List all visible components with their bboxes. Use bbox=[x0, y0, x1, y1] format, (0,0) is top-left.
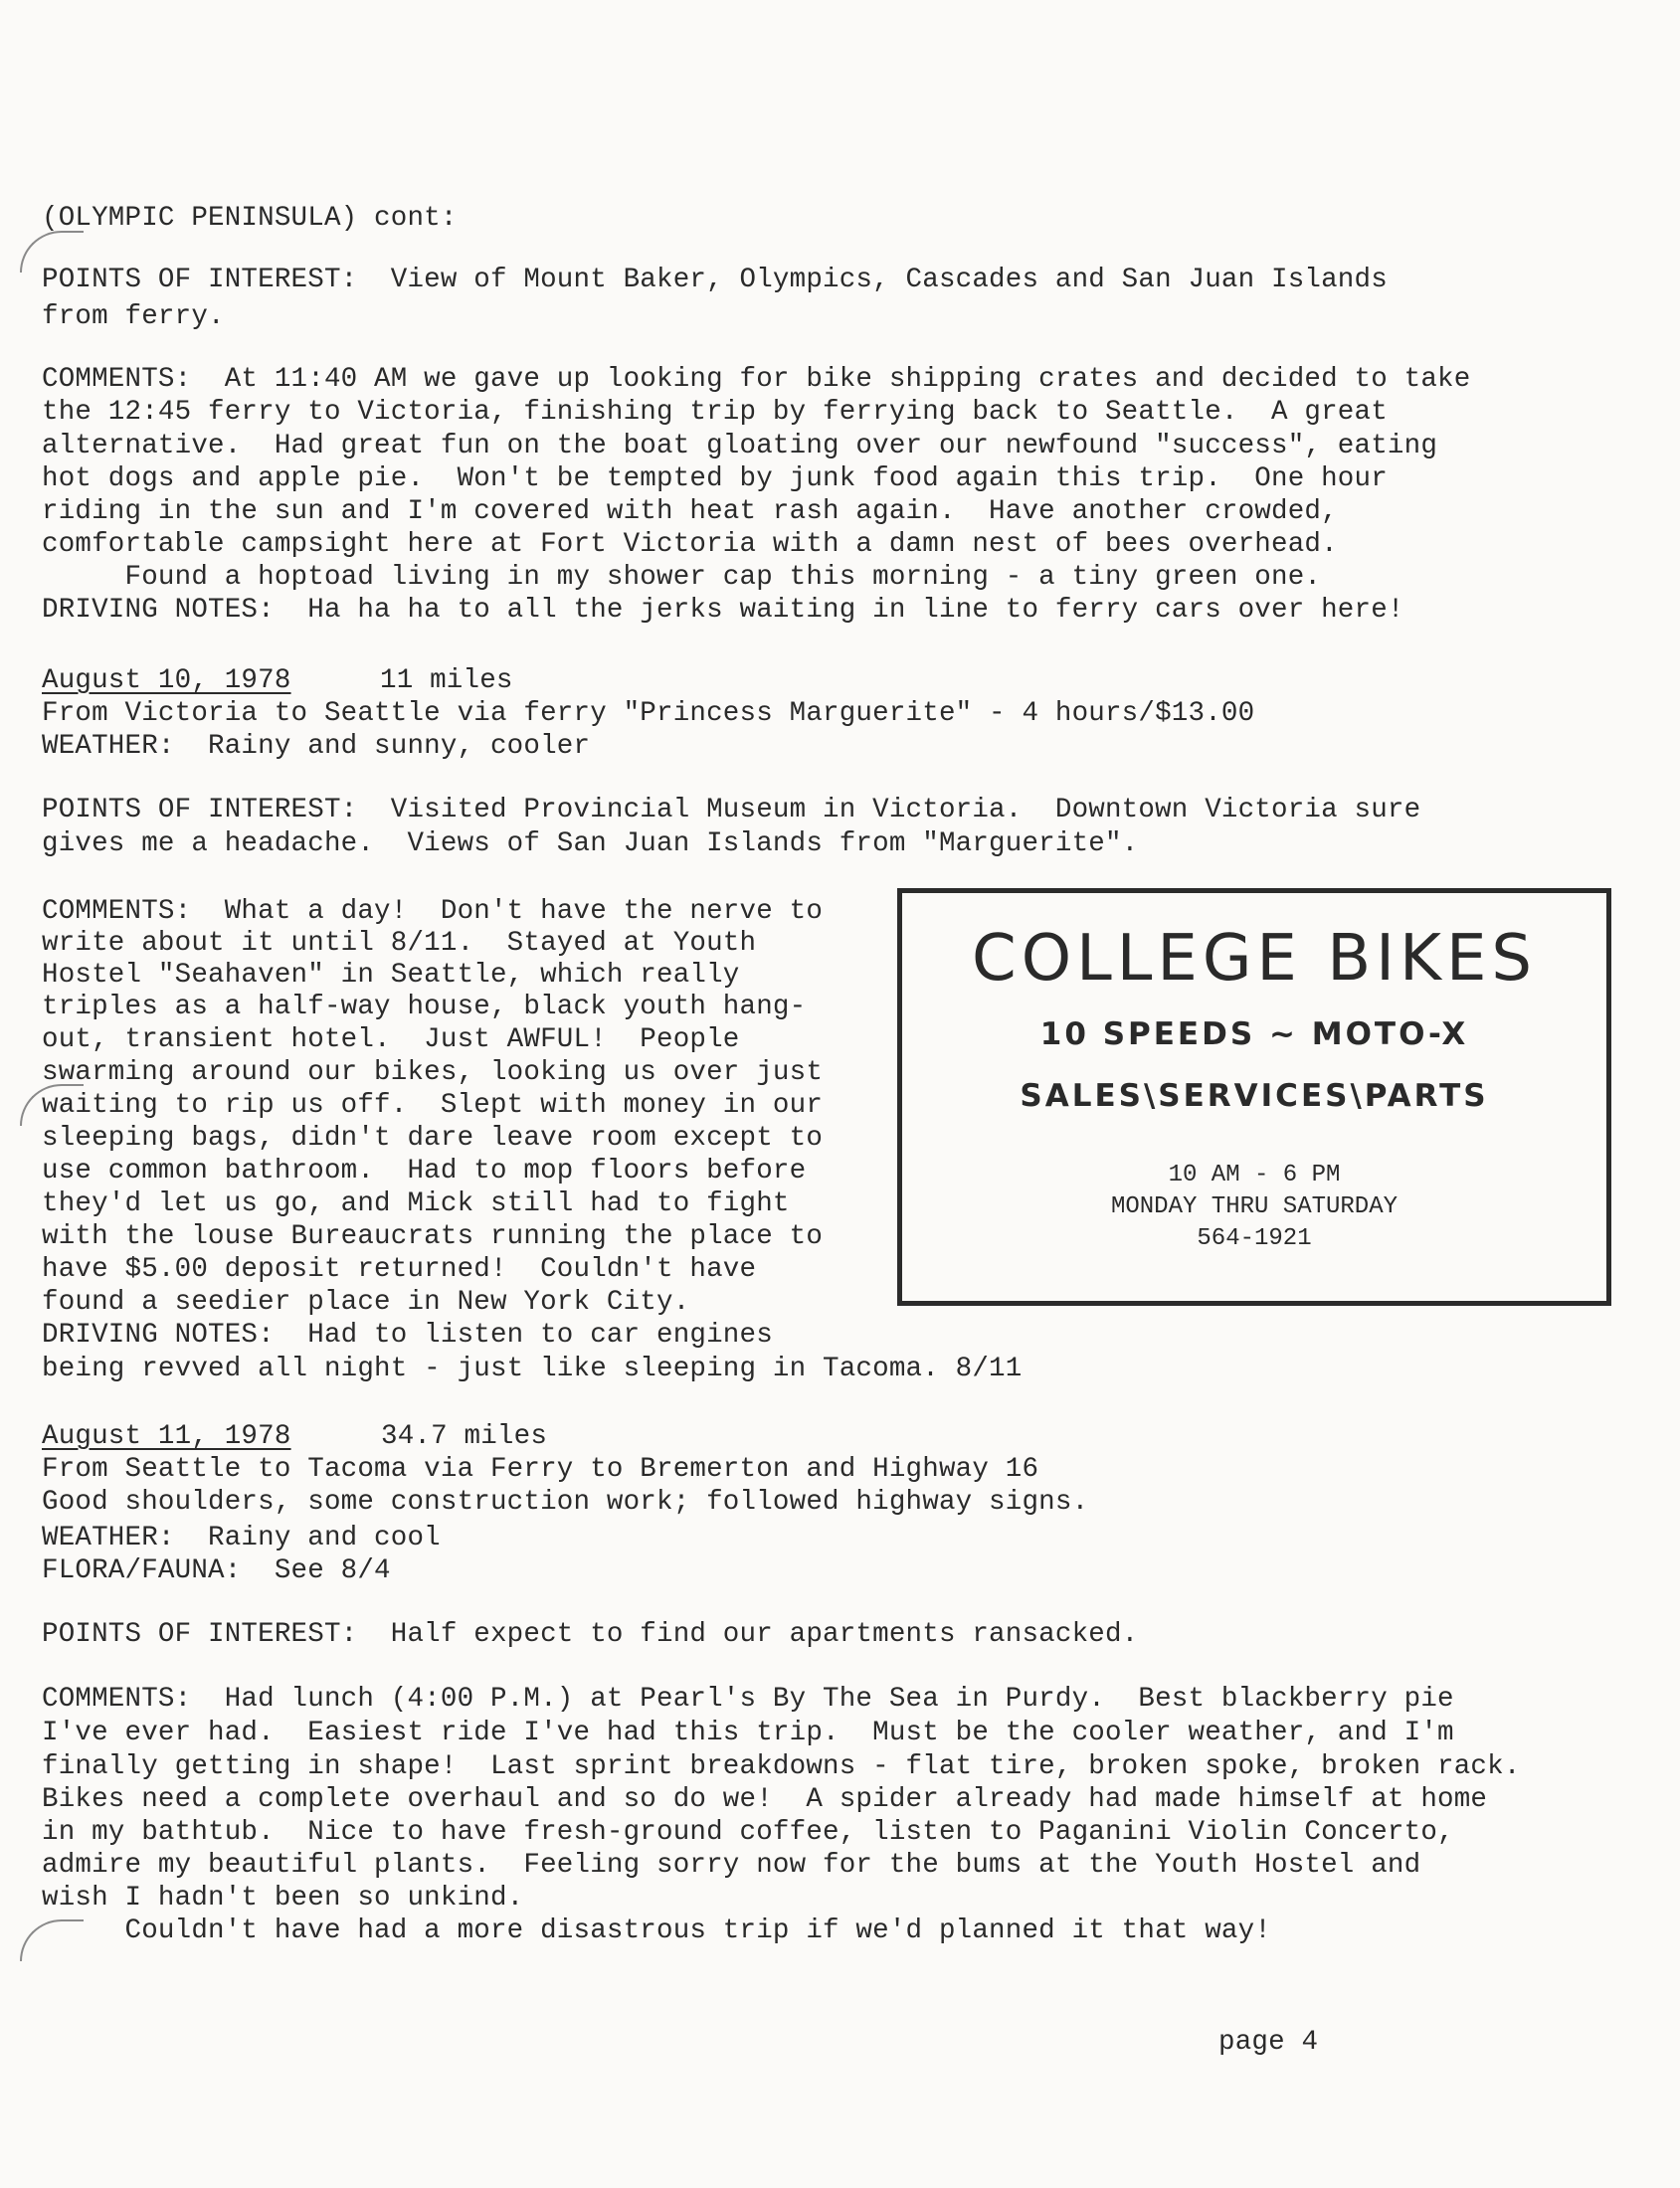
comments-line: swarming around our bikes, looking us over just bbox=[42, 1057, 824, 1088]
points-of-interest-line: POINTS OF INTEREST: Half expect to find our apartments ransacked. bbox=[42, 1619, 1139, 1650]
driving-notes-line: being revved all night - just like sleeping in Tacoma. 8/11 bbox=[42, 1354, 1023, 1384]
comments-line: alternative. Had great fun on the boat gloating over our newfound "success", eating bbox=[42, 431, 1438, 461]
comments-line: COMMENTS: At 11:40 AM we gave up looking for bike shipping crates and decided to take bbox=[42, 364, 1471, 395]
comments-line: waiting to rip us off. Slept with money in our bbox=[42, 1090, 824, 1121]
comments-line: in my bathtub. Nice to have fresh-ground coffee, listen to Paganini Violin Concerto, bbox=[42, 1817, 1454, 1848]
points-of-interest-line: POINTS OF INTEREST: Visited Provincial Museum in Victoria. Downtown Victoria sure bbox=[42, 795, 1421, 825]
entry-miles: 34.7 miles bbox=[381, 1421, 548, 1452]
comments-line: with the louse Bureaucrats running the place to bbox=[42, 1221, 824, 1252]
ad-days: MONDAY THRU SATURDAY bbox=[1110, 1193, 1399, 1220]
comments-line: hot dogs and apple pie. Won't be tempted by junk food again this trip. One hour bbox=[42, 463, 1388, 494]
comments-line: Found a hoptoad living in my shower cap this morning - a tiny green one. bbox=[42, 562, 1322, 593]
entry-date: August 10, 1978 bbox=[42, 665, 291, 696]
route-line: From Seattle to Tacoma via Ferry to Bremerton and Highway 16 bbox=[42, 1454, 1039, 1485]
comments-line: triples as a half-way house, black youth hang- bbox=[42, 992, 807, 1022]
comments-line: admire my beautiful plants. Feeling sorry now for the bums at the Youth Hostel and bbox=[42, 1850, 1421, 1881]
comments-line: comfortable campsight here at Fort Victoria with a damn nest of bees overhead. bbox=[42, 529, 1338, 560]
comments-line: Bikes need a complete overhaul and so do we! A spider already had made himself at home bbox=[42, 1784, 1488, 1815]
ad-phone: 564-1921 bbox=[1197, 1225, 1312, 1252]
ad-title: COLLEGE BIKES bbox=[972, 922, 1537, 996]
comments-line: Couldn't have had a more disastrous trip if we'd planned it that way! bbox=[42, 1915, 1271, 1946]
page-number: page 4 bbox=[1218, 2027, 1319, 2058]
weather-line: WEATHER: Rainy and sunny, cooler bbox=[42, 731, 591, 762]
comments-line: have $5.00 deposit returned! Couldn't have bbox=[42, 1254, 757, 1285]
route-line: From Victoria to Seattle via ferry "Princess Marguerite" - 4 hours/$13.00 bbox=[42, 698, 1255, 729]
comments-line: use common bathroom. Had to mop floors before bbox=[42, 1156, 807, 1186]
route-line: Good shoulders, some construction work; followed highway signs. bbox=[42, 1487, 1089, 1518]
section-header: (OLYMPIC PENINSULA) cont: bbox=[42, 203, 458, 234]
comments-line: write about it until 8/11. Stayed at Youth bbox=[42, 928, 757, 959]
comments-line: wish I hadn't been so unkind. bbox=[42, 1883, 524, 1914]
college-bikes-ad bbox=[897, 888, 1611, 1306]
comments-line: they'd let us go, and Mick still had to fight bbox=[42, 1188, 790, 1219]
weather-line: WEATHER: Rainy and cool bbox=[42, 1523, 441, 1553]
ad-hours: 10 AM - 6 PM bbox=[1168, 1162, 1341, 1188]
comments-line: the 12:45 ferry to Victoria, finishing trip by ferrying back to Seattle. A great bbox=[42, 397, 1388, 428]
driving-notes-line: DRIVING NOTES: Had to listen to car engines bbox=[42, 1320, 773, 1351]
comments-line: Hostel "Seahaven" in Seattle, which really bbox=[42, 960, 740, 991]
entry-miles: 11 miles bbox=[380, 665, 513, 696]
flora-fauna-line: FLORA/FAUNA: See 8/4 bbox=[42, 1555, 391, 1586]
ad-sales-line: SALES\SERVICES\PARTS bbox=[1020, 1078, 1489, 1114]
entry-date: August 11, 1978 bbox=[42, 1421, 291, 1452]
ad-speeds-line: 10 SPEEDS ~ MOTO-X bbox=[1039, 1016, 1469, 1052]
comments-line: riding in the sun and I'm covered with heat rash again. Have another crowded, bbox=[42, 496, 1338, 527]
comments-line: found a seedier place in New York City. bbox=[42, 1287, 690, 1318]
points-of-interest-line: gives me a headache. Views of San Juan Islands from "Marguerite". bbox=[42, 828, 1139, 859]
comments-line: sleeping bags, didn't dare leave room except to bbox=[42, 1123, 824, 1154]
points-of-interest-line: from ferry. bbox=[42, 301, 225, 332]
comments-line: I've ever had. Easiest ride I've had this trip. Must be the cooler weather, and I'm bbox=[42, 1718, 1454, 1748]
driving-notes-line: DRIVING NOTES: Ha ha ha to all the jerks waiting in line to ferry cars over here! bbox=[42, 595, 1404, 626]
comments-line: COMMENTS: Had lunch (4:00 P.M.) at Pearl's By The Sea in Purdy. Best blackberry pie bbox=[42, 1684, 1454, 1715]
comments-line: finally getting in shape! Last sprint breakdowns - flat tire, broken spoke, broken rack. bbox=[42, 1751, 1521, 1782]
points-of-interest-line: POINTS OF INTEREST: View of Mount Baker, Olympics, Cascades and San Juan Islands bbox=[42, 265, 1388, 295]
comments-line: COMMENTS: What a day! Don't have the nerve to bbox=[42, 896, 824, 927]
comments-line: out, transient hotel. Just AWFUL! People bbox=[42, 1024, 740, 1055]
